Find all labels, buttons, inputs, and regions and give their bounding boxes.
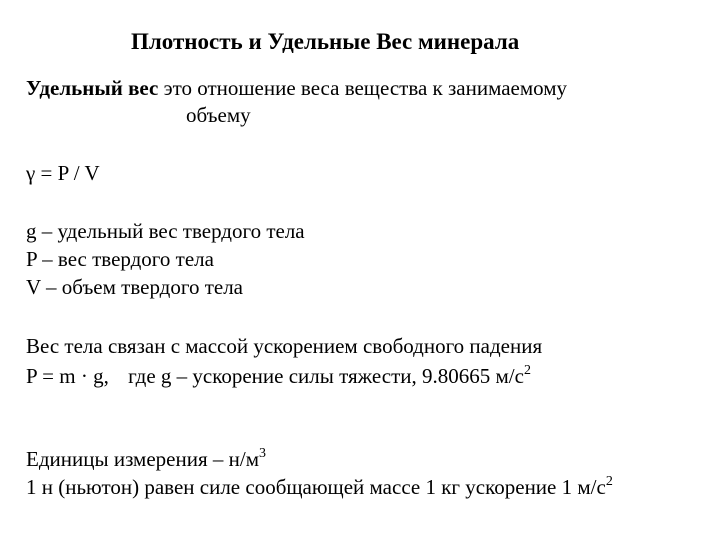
mass-relation-line-2 bbox=[26, 364, 531, 388]
newton-definition: 1 н (ньютон) равен силе сообщающей массе 1 кг ускорение 1 м/с bbox=[26, 475, 606, 499]
legend-item-g: g – удельный вес твердого тела bbox=[26, 219, 305, 243]
definition-line-2: объему bbox=[186, 103, 251, 127]
definition-line-1 bbox=[26, 76, 567, 100]
units-line-1 bbox=[26, 447, 266, 471]
units-text: Единицы измерения – н/м bbox=[26, 447, 259, 471]
units-exponent: 3 bbox=[259, 446, 266, 461]
weight-formula: P = m · g, bbox=[26, 364, 109, 388]
legend-item-p: P – вес твердого тела bbox=[26, 247, 214, 271]
units-line-2 bbox=[26, 475, 613, 499]
gravity-text: где g – ускорение силы тяжести, 9.80665 м/с bbox=[128, 364, 524, 388]
mass-relation-line-1: Вес тела связан с массой ускорением свободного падения bbox=[26, 334, 543, 358]
definition-term: Удельный вес bbox=[26, 76, 159, 100]
density-formula: γ = P / V bbox=[26, 161, 100, 185]
slide-title: Плотность и Удельные Вес минерала bbox=[131, 29, 520, 54]
legend-item-v: V – объем твердого тела bbox=[26, 275, 244, 299]
definition-text: это отношение веса вещества к занимаемому bbox=[158, 76, 568, 100]
gravity-exponent: 2 bbox=[523, 363, 531, 378]
newton-exponent: 2 bbox=[605, 474, 613, 489]
